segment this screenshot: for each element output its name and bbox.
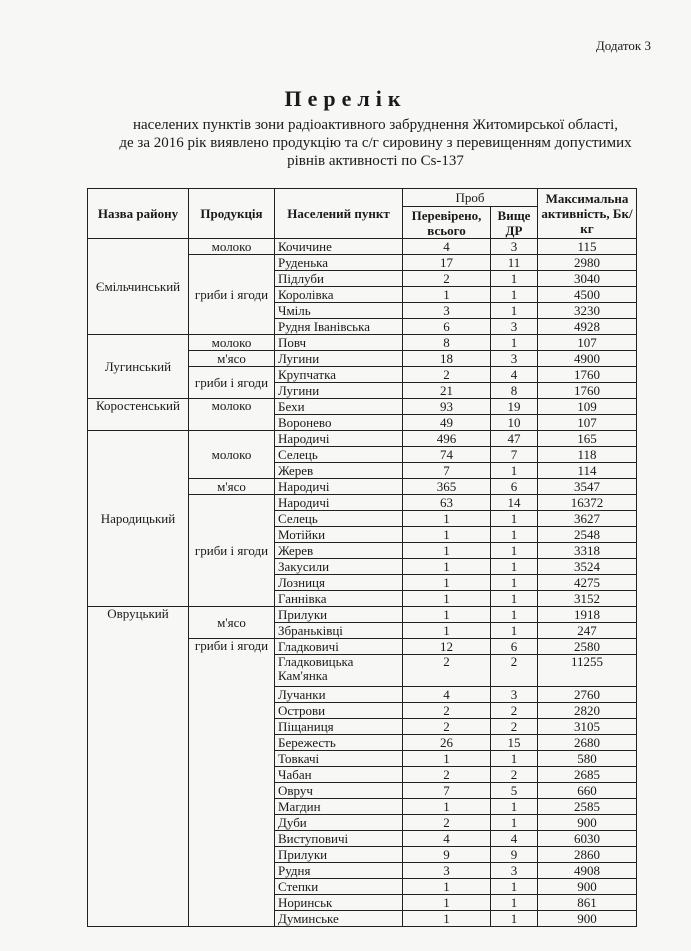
max-cell: 3105 [538, 719, 637, 735]
max-cell: 2860 [538, 847, 637, 863]
above-cell: 1 [491, 559, 538, 575]
max-cell: 107 [538, 335, 637, 351]
product-cell: м'ясо [189, 351, 275, 367]
above-cell: 1 [491, 543, 538, 559]
above-cell: 11 [491, 255, 538, 271]
max-cell: 16372 [538, 495, 637, 511]
settlement-cell: Лугини [275, 351, 403, 367]
district-cell: Народицький [88, 431, 189, 607]
max-cell: 900 [538, 911, 637, 927]
max-cell: 3524 [538, 559, 637, 575]
settlement-cell: Закусили [275, 559, 403, 575]
max-cell: 3318 [538, 543, 637, 559]
max-cell: 6030 [538, 831, 637, 847]
district-cell: Овруцький [88, 607, 189, 927]
checked-cell: 1 [403, 575, 491, 591]
max-cell: 109 [538, 399, 637, 415]
max-cell: 4275 [538, 575, 637, 591]
settlement-cell: Жерев [275, 543, 403, 559]
settlement-cell: Піщаниця [275, 719, 403, 735]
district-cell: Лугинський [88, 335, 189, 399]
checked-cell: 12 [403, 639, 491, 655]
above-cell: 1 [491, 575, 538, 591]
checked-cell: 18 [403, 351, 491, 367]
settlement-cell: Жерев [275, 463, 403, 479]
settlement-cell: Королівка [275, 287, 403, 303]
checked-cell: 4 [403, 687, 491, 703]
above-cell: 1 [491, 911, 538, 927]
header-product: Продукція [189, 189, 275, 239]
header-checked: Перевірено, всього [403, 207, 491, 239]
checked-cell: 496 [403, 431, 491, 447]
above-cell: 8 [491, 383, 538, 399]
max-cell: 1760 [538, 383, 637, 399]
max-cell: 118 [538, 447, 637, 463]
district-cell: Коростенський [88, 399, 189, 431]
settlement-cell: Виступовичі [275, 831, 403, 847]
max-cell: 3627 [538, 511, 637, 527]
checked-cell: 17 [403, 255, 491, 271]
product-cell: молоко [189, 431, 275, 479]
settlement-cell: Степки [275, 879, 403, 895]
above-cell: 1 [491, 335, 538, 351]
checked-cell: 1 [403, 607, 491, 623]
max-cell: 2585 [538, 799, 637, 815]
above-cell: 4 [491, 367, 538, 383]
table-row [88, 399, 637, 415]
max-cell: 1760 [538, 367, 637, 383]
settlement-cell: Руденька [275, 255, 403, 271]
max-cell: 165 [538, 431, 637, 447]
settlement-cell: Селець [275, 447, 403, 463]
above-cell: 1 [491, 895, 538, 911]
subtitle-line: населених пунктів зони радіоактивного забруднення Житомирської області, [132, 117, 619, 133]
settlement-cell: Лугини [275, 383, 403, 399]
checked-cell: 8 [403, 335, 491, 351]
subtitle-line: де за 2016 рік виявлено продукцію та с/г сировину з перевищенням допустимих [119, 135, 632, 151]
checked-cell: 3 [403, 303, 491, 319]
checked-cell: 2 [403, 655, 491, 687]
max-cell: 3152 [538, 591, 637, 607]
max-cell: 4900 [538, 351, 637, 367]
checked-cell: 4 [403, 239, 491, 255]
above-cell: 2 [491, 767, 538, 783]
max-cell: 861 [538, 895, 637, 911]
max-cell: 4928 [538, 319, 637, 335]
settlement-cell: Воронево [275, 415, 403, 431]
above-cell: 1 [491, 799, 538, 815]
settlement-cell: Ганнівка [275, 591, 403, 607]
above-cell: 4 [491, 831, 538, 847]
checked-cell: 1 [403, 751, 491, 767]
checked-cell: 2 [403, 767, 491, 783]
above-cell: 9 [491, 847, 538, 863]
checked-cell: 49 [403, 415, 491, 431]
max-cell: 114 [538, 463, 637, 479]
above-cell: 1 [491, 463, 538, 479]
settlement-cell: Прилуки [275, 847, 403, 863]
settlement-cell: Норинськ [275, 895, 403, 911]
above-cell: 1 [491, 815, 538, 831]
checked-cell: 1 [403, 527, 491, 543]
above-cell: 2 [491, 655, 538, 687]
checked-cell: 74 [403, 447, 491, 463]
table-row [88, 239, 637, 255]
settlement-cell: Кочичине [275, 239, 403, 255]
table-row [88, 431, 637, 447]
settlement-cell: Товкачі [275, 751, 403, 767]
max-cell: 2820 [538, 703, 637, 719]
settlement-cell: Прилуки [275, 607, 403, 623]
max-cell: 2980 [538, 255, 637, 271]
above-cell: 3 [491, 351, 538, 367]
max-cell: 900 [538, 879, 637, 895]
checked-cell: 1 [403, 287, 491, 303]
settlement-cell: Овруч [275, 783, 403, 799]
settlement-cell: Лозниця [275, 575, 403, 591]
settlement-cell: Гладковицька Кам'янка [275, 655, 403, 687]
settlement-cell: Гладковичі [275, 639, 403, 655]
settlement-cell: Народичі [275, 431, 403, 447]
checked-cell: 1 [403, 799, 491, 815]
table-row [88, 607, 637, 623]
settlement-cell: Думинське [275, 911, 403, 927]
max-cell: 4500 [538, 287, 637, 303]
max-cell: 2760 [538, 687, 637, 703]
checked-cell: 1 [403, 543, 491, 559]
checked-cell: 1 [403, 559, 491, 575]
settlement-cell: Рудня [275, 863, 403, 879]
above-cell: 1 [491, 879, 538, 895]
above-cell: 19 [491, 399, 538, 415]
header-above: Вище ДР [491, 207, 538, 239]
checked-cell: 1 [403, 623, 491, 639]
settlement-cell: Острови [275, 703, 403, 719]
settlement-cell: Збраньківці [275, 623, 403, 639]
product-cell: молоко [189, 239, 275, 255]
settlement-cell: Бехи [275, 399, 403, 415]
max-cell: 115 [538, 239, 637, 255]
settlement-cell: Селець [275, 511, 403, 527]
above-cell: 47 [491, 431, 538, 447]
above-cell: 1 [491, 303, 538, 319]
settlement-cell: Повч [275, 335, 403, 351]
above-cell: 6 [491, 639, 538, 655]
above-cell: 1 [491, 751, 538, 767]
above-cell: 5 [491, 783, 538, 799]
table-row [88, 335, 637, 351]
checked-cell: 1 [403, 895, 491, 911]
above-cell: 3 [491, 863, 538, 879]
checked-cell: 1 [403, 911, 491, 927]
max-cell: 580 [538, 751, 637, 767]
subtitle-line: рівнів активності по Cs-137 [287, 153, 464, 169]
above-cell: 1 [491, 607, 538, 623]
above-cell: 14 [491, 495, 538, 511]
settlement-cell: Підлуби [275, 271, 403, 287]
checked-cell: 1 [403, 879, 491, 895]
max-cell: 2580 [538, 639, 637, 655]
above-cell: 1 [491, 623, 538, 639]
product-cell: гриби і ягоди [189, 255, 275, 335]
checked-cell: 1 [403, 511, 491, 527]
above-cell: 1 [491, 591, 538, 607]
checked-cell: 7 [403, 783, 491, 799]
max-cell: 660 [538, 783, 637, 799]
district-cell: Ємільчинський [88, 239, 189, 335]
checked-cell: 2 [403, 367, 491, 383]
max-cell: 1918 [538, 607, 637, 623]
max-cell: 3547 [538, 479, 637, 495]
max-cell: 2548 [538, 527, 637, 543]
above-cell: 6 [491, 479, 538, 495]
above-cell: 1 [491, 287, 538, 303]
checked-cell: 1 [403, 591, 491, 607]
checked-cell: 2 [403, 719, 491, 735]
settlement-cell: Чабан [275, 767, 403, 783]
checked-cell: 2 [403, 703, 491, 719]
checked-cell: 7 [403, 463, 491, 479]
product-cell: молоко [189, 399, 275, 431]
max-cell: 3040 [538, 271, 637, 287]
max-cell: 900 [538, 815, 637, 831]
max-cell: 2685 [538, 767, 637, 783]
checked-cell: 21 [403, 383, 491, 399]
above-cell: 1 [491, 511, 538, 527]
max-cell: 2680 [538, 735, 637, 751]
header-samples: Проб [403, 189, 538, 207]
product-cell: м'ясо [189, 607, 275, 639]
above-cell: 3 [491, 687, 538, 703]
settlement-cell: Народичі [275, 479, 403, 495]
checked-cell: 2 [403, 815, 491, 831]
checked-cell: 365 [403, 479, 491, 495]
header-settlement: Населений пункт [275, 189, 403, 239]
checked-cell: 9 [403, 847, 491, 863]
settlement-cell: Дуби [275, 815, 403, 831]
document-title: Перелік [284, 86, 407, 111]
max-cell: 4908 [538, 863, 637, 879]
settlement-cell: Магдин [275, 799, 403, 815]
contamination-table [87, 188, 637, 927]
settlement-cell: Бережесть [275, 735, 403, 751]
above-cell: 2 [491, 703, 538, 719]
product-cell: м'ясо [189, 479, 275, 495]
header-district: Назва району [88, 189, 189, 239]
settlement-cell: Крупчатка [275, 367, 403, 383]
settlement-cell: Лучанки [275, 687, 403, 703]
checked-cell: 2 [403, 271, 491, 287]
checked-cell: 63 [403, 495, 491, 511]
product-cell: гриби і ягоди [189, 367, 275, 399]
above-cell: 3 [491, 239, 538, 255]
checked-cell: 93 [403, 399, 491, 415]
settlement-cell: Чміль [275, 303, 403, 319]
above-cell: 1 [491, 271, 538, 287]
max-cell: 247 [538, 623, 637, 639]
above-cell: 7 [491, 447, 538, 463]
product-cell: гриби і ягоди [189, 639, 275, 927]
product-cell: молоко [189, 335, 275, 351]
above-cell: 15 [491, 735, 538, 751]
checked-cell: 3 [403, 863, 491, 879]
above-cell: 10 [491, 415, 538, 431]
appendix-label: Додаток 3 [595, 38, 651, 53]
above-cell: 1 [491, 527, 538, 543]
checked-cell: 26 [403, 735, 491, 751]
settlement-cell: Народичі [275, 495, 403, 511]
above-cell: 2 [491, 719, 538, 735]
header-max-activity: Максимальна активність, Бк/кг [538, 189, 637, 239]
checked-cell: 4 [403, 831, 491, 847]
max-cell: 11255 [538, 655, 637, 687]
max-cell: 107 [538, 415, 637, 431]
checked-cell: 6 [403, 319, 491, 335]
max-cell: 3230 [538, 303, 637, 319]
above-cell: 3 [491, 319, 538, 335]
settlement-cell: Мотійки [275, 527, 403, 543]
document-subtitle [80, 116, 671, 170]
product-cell: гриби і ягоди [189, 495, 275, 607]
settlement-cell: Рудня Іванівська [275, 319, 403, 335]
